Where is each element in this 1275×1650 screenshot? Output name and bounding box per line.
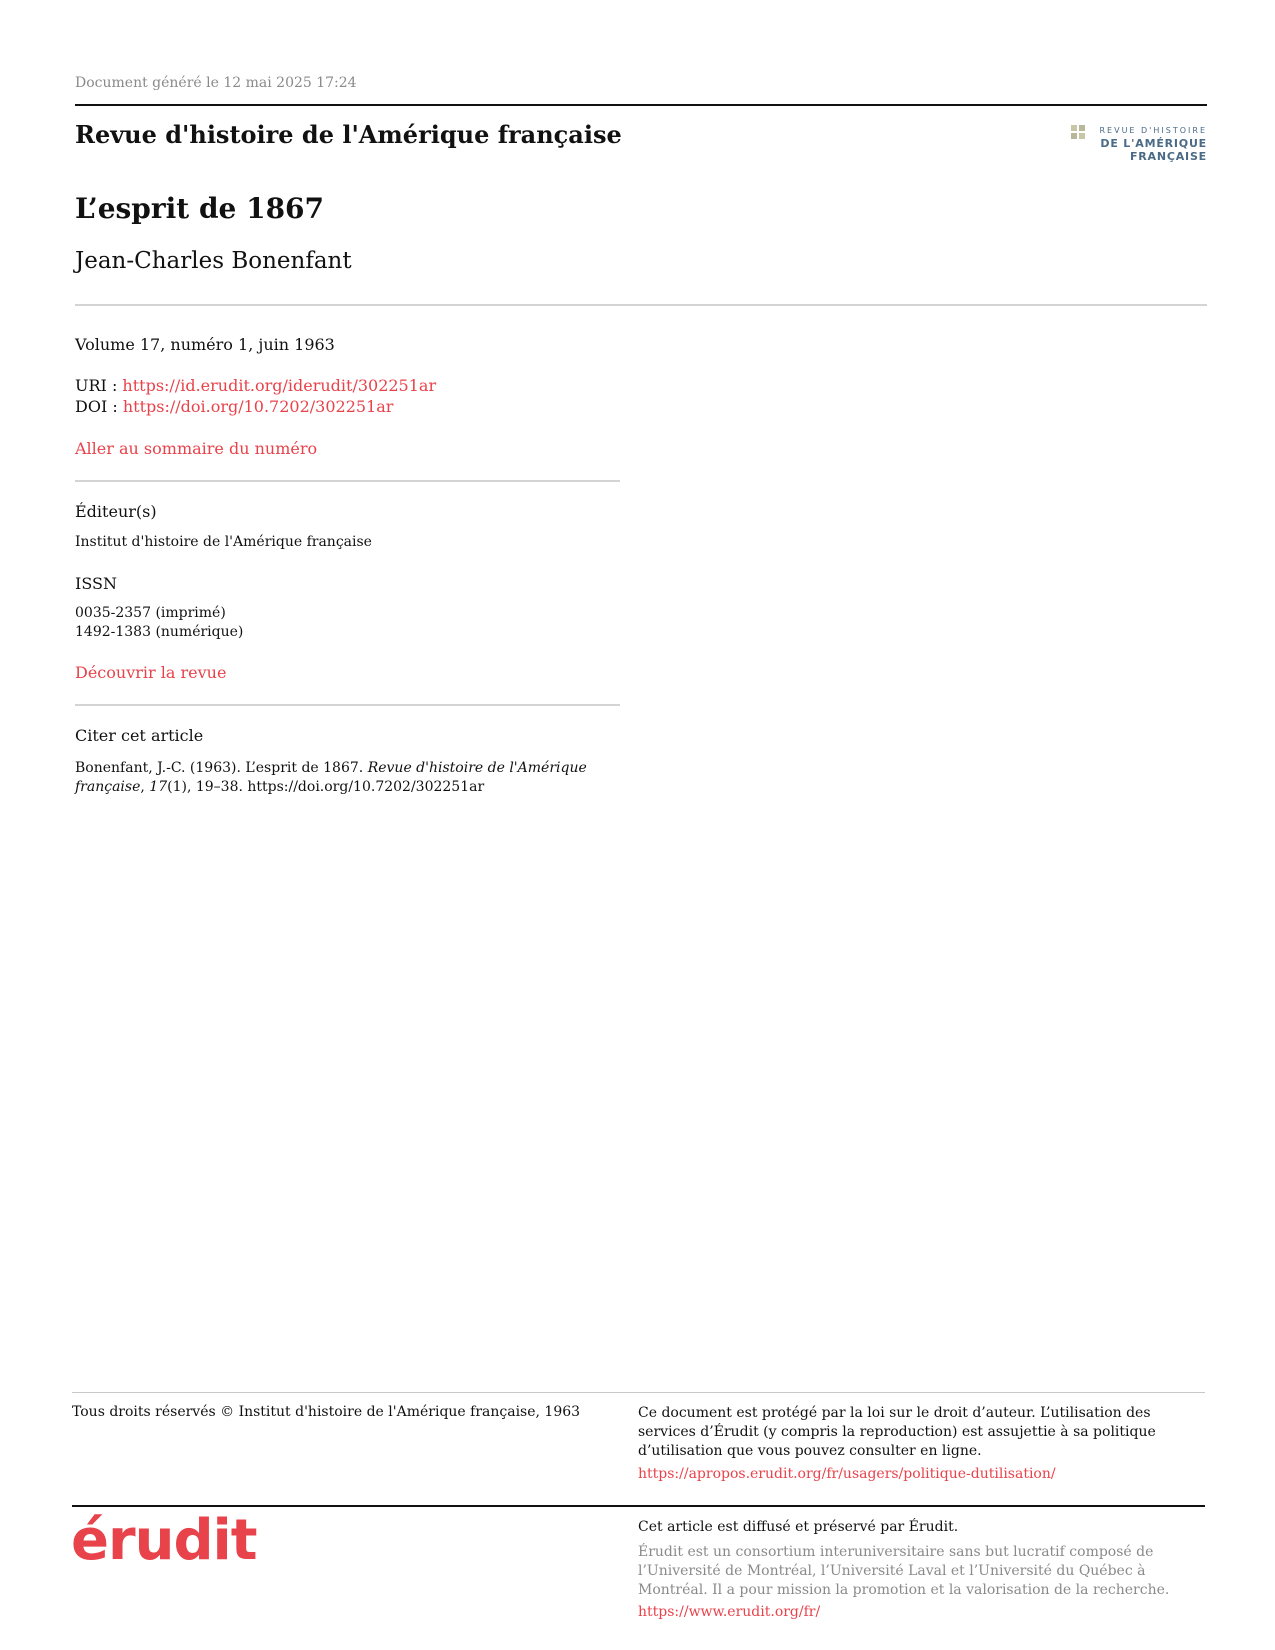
footer-divider [72,1392,1205,1393]
policy-link[interactable]: https://apropos.erudit.org/fr/usagers/politique-dutilisation/ [638,1466,1056,1482]
uri-link[interactable]: https://id.erudit.org/iderudit/302251ar [122,376,437,395]
logo-line-2: DE L'AMÉRIQUE FRANÇAISE [1100,137,1207,163]
logo-line-1: REVUE D'HISTOIRE [1099,126,1207,135]
rights-notice: Tous droits réservés © Institut d'histoire de l'Amérique française, 1963 [72,1404,581,1420]
doi-line [75,397,393,416]
title-divider [75,304,1207,306]
citation-volume: 17 [149,779,168,795]
publisher-name: Institut d'histoire de l'Amérique française [75,534,372,550]
issn-print: 0035-2357 (imprimé) [75,605,226,621]
citation-part-1: Bonenfant, J.-C. (1963). L’esprit de 1867. [75,760,368,776]
citation [75,759,615,797]
citation-journal: Revue d'histoire de l'Amérique française [75,760,587,795]
uri-label: URI : [75,376,123,395]
issn-label: ISSN [75,574,117,593]
article-author: Jean-Charles Bonenfant [75,248,352,274]
erudit-site-link[interactable]: https://www.erudit.org/fr/ [638,1604,821,1620]
cite-label: Citer cet article [75,726,204,745]
journal-title: Revue d'histoire de l'Amérique française [75,120,622,149]
issn-digital: 1492-1383 (numérique) [75,624,244,640]
citation-part-3: (1), 19–38. https://doi.org/10.7202/302251ar [167,779,485,795]
header-divider [75,104,1207,106]
copyright-notice: Ce document est protégé par la loi sur le droit d’auteur. L’utilisation des services d’Érudit (y compris la reproduction) est assujettie à sa politique d’utilisation que vous pouvez consulter en ligne. [638,1405,1156,1459]
consortium-notice: Érudit est un consortium interuniversitaire sans but lucratif composé de l’Université de Montréal, l’Université Laval et l’Université du Québec à Montréal. Il a pour mission la promotion et la valorisation de la recherche. [638,1544,1170,1598]
discover-journal-link[interactable]: Découvrir la revue [75,663,227,682]
doi-label: DOI : [75,397,123,416]
footer-divider-black [72,1505,1205,1507]
section-divider-2 [75,704,620,706]
journal-logo [1037,122,1207,163]
uri-line [75,376,436,395]
section-divider-1 [75,480,620,482]
publisher-label: Éditeur(s) [75,502,157,521]
journal-emblem-icon [1070,124,1086,140]
toc-link[interactable]: Aller au sommaire du numéro [75,439,318,458]
citation-part-2: , [140,779,150,795]
generated-date: Document généré le 12 mai 2025 17:24 [75,75,357,91]
doi-link[interactable]: https://doi.org/10.7202/302251ar [122,397,394,416]
diffusion-notice: Cet article est diffusé et préservé par Érudit. [638,1519,959,1535]
erudit-logo: érudit [71,1508,257,1573]
article-title: L’esprit de 1867 [75,192,325,225]
issue-volume: Volume 17, numéro 1, juin 1963 [75,335,335,354]
